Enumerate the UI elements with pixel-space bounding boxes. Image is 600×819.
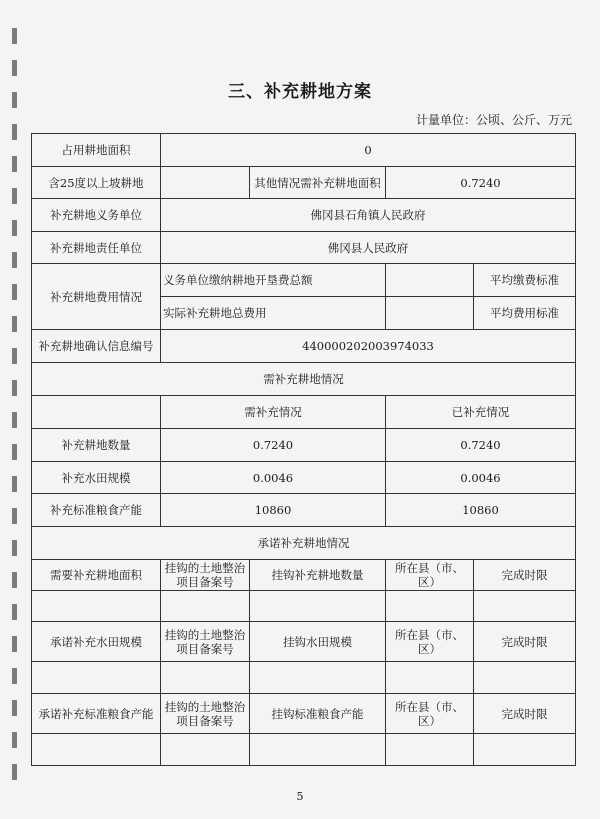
table-row <box>32 622 576 662</box>
need-value: 10860 <box>161 494 386 527</box>
empty-cell <box>32 734 161 766</box>
binding-hole <box>12 412 17 428</box>
empty-cell <box>161 662 250 694</box>
section-need-title: 需补充耕地情况 <box>32 363 576 396</box>
table-row <box>32 734 576 766</box>
need-value: 0.0046 <box>161 462 386 494</box>
binding-hole <box>12 444 17 460</box>
commit-label: 承诺补充标准粮食产能 <box>32 694 161 734</box>
cost-label: 补充耕地费用情况 <box>32 264 161 330</box>
project-id-header: 挂钩的土地整治项目备案号 <box>161 560 250 591</box>
binding-hole <box>12 636 17 652</box>
binding-hole <box>12 220 17 236</box>
empty-cell <box>474 591 576 622</box>
county-header: 所在县（市、区） <box>386 694 474 734</box>
table-row <box>32 527 576 560</box>
reclamation-fee-label: 义务单位缴纳耕地开垦费总额 <box>161 264 386 297</box>
responsible-label: 补充耕地责任单位 <box>32 232 161 264</box>
table-row <box>32 167 576 199</box>
empty-cell <box>32 591 161 622</box>
responsible-value: 佛冈县人民政府 <box>161 232 576 264</box>
supplement-plan-table <box>31 133 576 766</box>
commit-label: 需要补充耕地面积 <box>32 560 161 591</box>
table-row <box>32 429 576 462</box>
occupied-area-label: 占用耕地面积 <box>32 134 161 167</box>
table-row <box>32 560 576 591</box>
deadline-header: 完成时限 <box>474 560 576 591</box>
confirmation-id-label: 补充耕地确认信息编号 <box>32 330 161 363</box>
metric-header: 挂钩标准粮食产能 <box>250 694 386 734</box>
avg-cost-label: 平均费用标准 <box>474 297 576 330</box>
binding-hole <box>12 668 17 684</box>
binding-hole <box>12 252 17 268</box>
empty-cell <box>250 662 386 694</box>
table-row <box>32 396 576 429</box>
empty-cell <box>386 591 474 622</box>
table-row <box>32 134 576 167</box>
binding-hole <box>12 188 17 204</box>
binding-hole <box>12 60 17 76</box>
commit-label: 承诺补充水田规模 <box>32 622 161 662</box>
section-commit-title: 承诺补充耕地情况 <box>32 527 576 560</box>
table-row <box>32 494 576 527</box>
page-title: 三、补充耕地方案 <box>228 82 372 102</box>
binding-hole <box>12 732 17 748</box>
binding-hole <box>12 316 17 332</box>
binding-hole <box>12 380 17 396</box>
actual-cost-value <box>386 297 474 330</box>
table-row <box>32 264 576 297</box>
binding-hole <box>12 700 17 716</box>
page-number: 5 <box>296 790 304 803</box>
empty-cell <box>250 591 386 622</box>
binding-hole <box>12 764 17 780</box>
confirmation-id-value: 440000202003974033 <box>161 330 576 363</box>
binding-hole <box>12 156 17 172</box>
binding-hole <box>12 476 17 492</box>
empty-cell <box>161 591 250 622</box>
done-value: 0.7240 <box>386 429 576 462</box>
occupied-area-value: 0 <box>161 134 576 167</box>
row-label: 补充水田规模 <box>32 462 161 494</box>
county-header: 所在县（市、区） <box>386 560 474 591</box>
done-value: 0.0046 <box>386 462 576 494</box>
binding-hole <box>12 508 17 524</box>
binding-hole <box>12 572 17 588</box>
done-value: 10860 <box>386 494 576 527</box>
binding-hole <box>12 604 17 620</box>
county-header: 所在县（市、区） <box>386 622 474 662</box>
table-row <box>32 232 576 264</box>
empty-cell <box>32 396 161 429</box>
binding-hole <box>12 124 17 140</box>
binding-hole <box>12 28 17 44</box>
deadline-header: 完成时限 <box>474 694 576 734</box>
empty-cell <box>474 734 576 766</box>
row-label: 补充标准粮食产能 <box>32 494 161 527</box>
avg-fee-label: 平均缴费标准 <box>474 264 576 297</box>
table-row <box>32 462 576 494</box>
empty-cell <box>386 734 474 766</box>
slope-land-value <box>161 167 250 199</box>
empty-cell <box>474 662 576 694</box>
need-value: 0.7240 <box>161 429 386 462</box>
obligor-value: 佛冈县石角镇人民政府 <box>161 199 576 232</box>
obligor-label: 补充耕地义务单位 <box>32 199 161 232</box>
col-need-header: 需补充情况 <box>161 396 386 429</box>
table-row <box>32 199 576 232</box>
table-row <box>32 694 576 734</box>
slope-land-label: 含25度以上坡耕地 <box>32 167 161 199</box>
binding-hole <box>12 540 17 556</box>
table-row <box>32 662 576 694</box>
empty-cell <box>161 734 250 766</box>
other-supplement-label: 其他情况需补充耕地面积 <box>250 167 386 199</box>
reclamation-fee-value <box>386 264 474 297</box>
measurement-unit: 计量单位：公顷、公斤、万元 <box>415 113 572 127</box>
project-id-header: 挂钩的土地整治项目备案号 <box>161 622 250 662</box>
empty-cell <box>386 662 474 694</box>
other-supplement-value: 0.7240 <box>386 167 576 199</box>
table-row <box>32 330 576 363</box>
table-row <box>32 363 576 396</box>
metric-header: 挂钩补充耕地数量 <box>250 560 386 591</box>
project-id-header: 挂钩的土地整治项目备案号 <box>161 694 250 734</box>
deadline-header: 完成时限 <box>474 622 576 662</box>
empty-cell <box>32 662 161 694</box>
binding-hole <box>12 284 17 300</box>
actual-cost-label: 实际补充耕地总费用 <box>161 297 386 330</box>
metric-header: 挂钩水田规模 <box>250 622 386 662</box>
binding-margin <box>12 0 22 819</box>
binding-hole <box>12 348 17 364</box>
empty-cell <box>250 734 386 766</box>
col-done-header: 已补充情况 <box>386 396 576 429</box>
table-row <box>32 591 576 622</box>
row-label: 补充耕地数量 <box>32 429 161 462</box>
